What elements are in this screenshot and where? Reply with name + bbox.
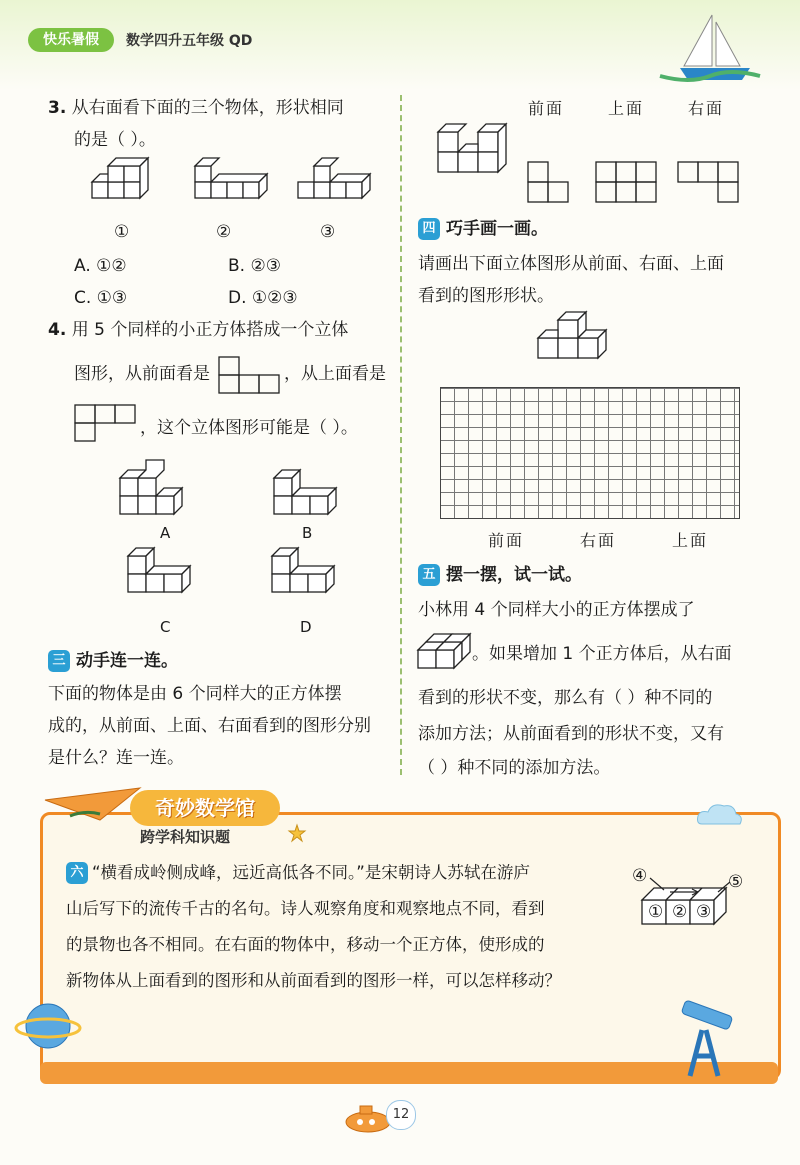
section4-solid xyxy=(536,316,616,372)
section4-line2: 看到的图形形状。 xyxy=(418,286,554,306)
q4-choice-c[interactable]: C xyxy=(160,618,171,636)
q3-option-c[interactable]: C. ①③ xyxy=(74,288,128,308)
grid-label-top: 上面 xyxy=(672,531,709,550)
museum-badge: 六 xyxy=(66,862,88,884)
section4-title: 巧手画一画。 xyxy=(446,219,548,239)
star-icon xyxy=(288,824,306,842)
museum-subtitle: 跨学科知识题 xyxy=(140,828,231,846)
shape-c xyxy=(678,162,738,202)
museum-panel-band xyxy=(40,1062,778,1084)
section5-title: 摆一摆，试一试。 xyxy=(446,565,582,585)
q3-number: 3. xyxy=(48,98,67,118)
page-number: 12 xyxy=(386,1100,416,1130)
section4-badge: 四 xyxy=(418,218,440,240)
q3-label-1: ① xyxy=(114,222,130,242)
q3-figure-2 xyxy=(195,158,267,198)
q4-text-line1 xyxy=(48,312,348,348)
q3-label-3: ③ xyxy=(320,222,336,242)
q4-choice-a-figure xyxy=(120,460,182,514)
q4-line2b: ，从上面看是 xyxy=(284,364,386,384)
sailboat-icon xyxy=(650,10,770,85)
q3-line1: 从右面看下面的三个物体，形状相同 xyxy=(71,98,344,118)
museum-line1: “横看成岭侧成峰，远近高低各不同。”是宋朝诗人苏轼在游庐 xyxy=(92,863,530,882)
cube-label-4: ④ xyxy=(632,866,648,886)
section5-line3[interactable]: 看到的形状不变，那么有（ ）种不同的 xyxy=(418,688,713,708)
section5-line1: 小林用 4 个同样大小的正方体摆成了 xyxy=(418,600,695,620)
section5-line2: 。如果增加 1 个正方体后，从右面 xyxy=(472,644,732,664)
cube-label-5: ⑤ xyxy=(728,872,744,892)
q4-choice-a[interactable]: A xyxy=(160,524,171,542)
cube-label-1: ① xyxy=(648,902,664,922)
drawing-grid[interactable] xyxy=(440,387,740,519)
section5-line4: 添加方法；从前面看到的形状不变，又有 xyxy=(418,724,724,744)
section3-line3: 是什么？连一连。 xyxy=(48,748,184,768)
q3-line2[interactable]: 的是（ ）。 xyxy=(74,130,156,150)
q3-figures xyxy=(80,158,380,218)
q4-choice-c-figure xyxy=(128,548,190,592)
museum-line2: 山后写下的流传千古的名句。诗人观察角度和观察地点不同，看到 xyxy=(66,899,545,918)
section3-badge: 三 xyxy=(48,650,70,672)
view-header-front: 前面 xyxy=(528,99,565,118)
q4-number: 4. xyxy=(48,320,67,340)
q4-front-view xyxy=(218,356,284,396)
q4-line1: 用 5 个同样的小正方体搭成一个立体 xyxy=(71,320,349,340)
q4-choice-b[interactable]: B xyxy=(302,524,313,542)
q3-option-b[interactable]: B. ②③ xyxy=(228,256,281,276)
section4-line1: 请画出下面立体图形从前面、右面、上面 xyxy=(418,254,724,274)
planet-icon xyxy=(14,996,84,1056)
section3-solid xyxy=(436,120,516,180)
cloud-icon xyxy=(694,800,744,830)
grid-label-front: 前面 xyxy=(488,531,525,550)
q3-figure-1 xyxy=(92,158,148,198)
museum-title: 奇妙数学馆 xyxy=(130,790,280,826)
brand-tag: 快乐暑假 xyxy=(28,28,114,52)
q4-choice-d-figure xyxy=(272,548,334,592)
museum-line3: 的景物也各不相同。在右面的物体中，移动一个正方体，使形成的 xyxy=(66,935,545,954)
section3-line1: 下面的物体是由 6 个同样大的正方体摆 xyxy=(48,684,342,704)
cube-label-2: ② xyxy=(672,902,688,922)
book-title: 数学四升五年级 QD xyxy=(126,33,253,49)
view-header-right: 右面 xyxy=(688,99,725,118)
section5-badge: 五 xyxy=(418,564,440,586)
q3-option-d[interactable]: D. ①②③ xyxy=(228,288,298,308)
q3-figure-3 xyxy=(298,158,370,198)
q3-text-line1 xyxy=(48,90,344,126)
q4-choice-b-figure xyxy=(274,470,336,514)
shape-b xyxy=(596,162,656,202)
q4-top-view xyxy=(74,404,140,446)
section3-view-shapes xyxy=(520,160,750,210)
q4-line3[interactable]: ，这个立体图形可能是（ ）。 xyxy=(140,418,358,438)
museum-line4: 新物体从上面看到的图形和从前面看到的图形一样，可以怎样移动？ xyxy=(66,971,561,990)
shape-a xyxy=(528,162,568,202)
view-header-top: 上面 xyxy=(608,99,645,118)
q4-choices xyxy=(110,456,360,606)
q4-choice-d[interactable]: D xyxy=(300,618,312,636)
section5-line5[interactable]: （ ）种不同的添加方法。 xyxy=(418,758,611,778)
section5-solid xyxy=(416,628,476,672)
q3-label-2: ② xyxy=(216,222,232,242)
section3-title: 动手连一连。 xyxy=(76,651,178,671)
telescope-icon xyxy=(672,1000,752,1080)
q4-line2a: 图形，从前面看是 xyxy=(74,364,210,384)
section3-line2: 成的，从前面、上面、右面看到的图形分别 xyxy=(48,716,371,736)
cube-label-3: ③ xyxy=(696,902,712,922)
column-divider xyxy=(400,95,402,775)
grid-label-right: 右面 xyxy=(580,531,617,550)
q3-option-a[interactable]: A. ①② xyxy=(74,256,127,276)
